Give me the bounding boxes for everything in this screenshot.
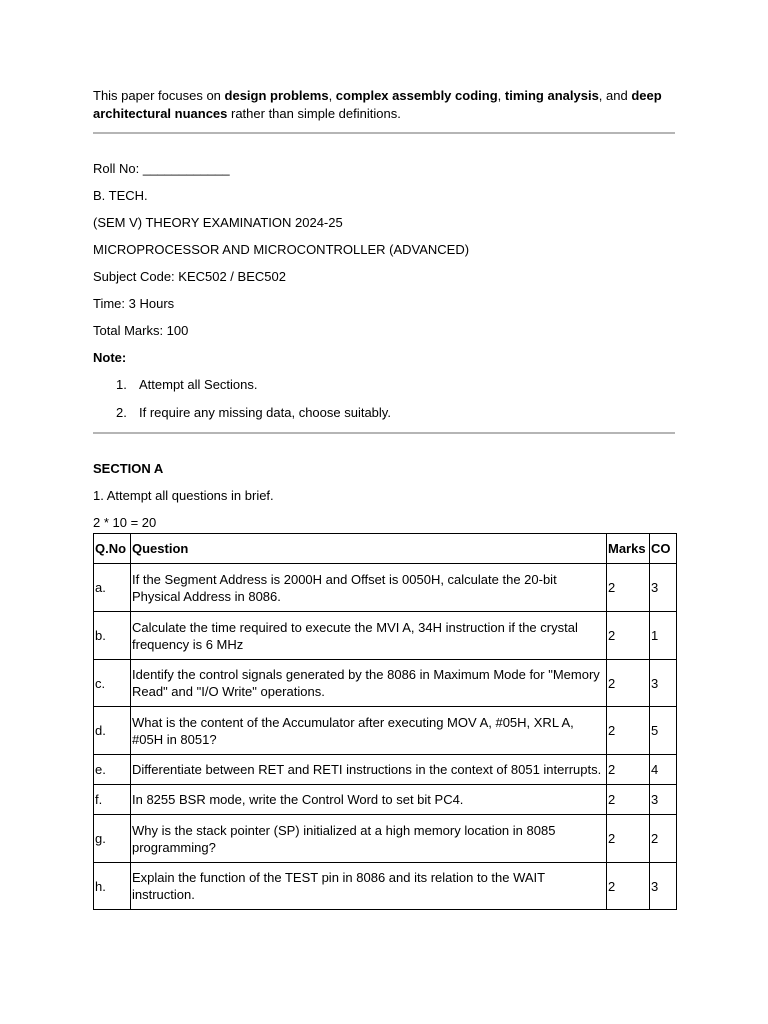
question-number: c. — [94, 660, 131, 707]
question-co: 4 — [650, 755, 677, 785]
note-label: Note: — [93, 350, 127, 365]
question-text: Why is the stack pointer (SP) initialized at a high memory location in 8085 programming? — [131, 815, 607, 863]
question-number: d. — [94, 707, 131, 755]
exam-time: Time: 3 Hours — [93, 296, 175, 311]
question-marks: 2 — [607, 612, 650, 660]
table-row — [94, 785, 677, 815]
table-row — [94, 755, 677, 785]
question-number: g. — [94, 815, 131, 863]
exam-title: (SEM V) THEORY EXAMINATION 2024-25 — [93, 215, 343, 230]
note-list — [93, 376, 675, 421]
total-marks: Total Marks: 100 — [93, 323, 189, 338]
question-co: 2 — [650, 815, 677, 863]
column-header-marks: Marks — [607, 534, 650, 564]
table-row — [94, 612, 677, 660]
note-text: Attempt all Sections. — [139, 377, 258, 392]
intro-text: rather than simple definitions. — [227, 105, 401, 121]
question-text: What is the content of the Accumulator after executing MOV A, #05H, XRL A, #05H in 8051? — [131, 707, 607, 755]
table-row — [94, 660, 677, 707]
table-row — [94, 863, 677, 910]
intro-text: This paper focuses on — [93, 88, 225, 103]
question-number: f. — [94, 785, 131, 815]
question-marks: 2 — [607, 707, 650, 755]
divider — [93, 432, 675, 434]
question-text: If the Segment Address is 2000H and Offset is 0050H, calculate the 20-bit Physical Address in 8086. — [131, 564, 607, 612]
question-marks: 2 — [607, 660, 650, 707]
note-number: 1. — [116, 377, 127, 392]
question-co: 5 — [650, 707, 677, 755]
section-marks-formula: 2 * 10 = 20 — [93, 515, 157, 530]
question-co: 3 — [650, 863, 677, 910]
intro-emphasis: design problems — [224, 88, 329, 103]
question-text: Calculate the time required to execute the MVI A, 34H instruction if the crystal frequency is 6 MHz — [131, 612, 607, 660]
question-marks: 2 — [607, 755, 650, 785]
questions-table — [93, 533, 677, 910]
table-row — [94, 564, 677, 612]
question-co: 1 — [650, 612, 677, 660]
intro-paragraph — [93, 87, 675, 122]
intro-emphasis: timing analysis — [504, 88, 599, 103]
question-number: h. — [94, 863, 131, 910]
note-number: 2. — [116, 405, 127, 420]
degree: B. TECH. — [93, 188, 148, 203]
question-text: In 8255 BSR mode, write the Control Word to set bit PC4. — [131, 785, 607, 815]
question-number: b. — [94, 612, 131, 660]
question-text: Explain the function of the TEST pin in 8086 and its relation to the WAIT instruction. — [131, 863, 607, 910]
question-co: 3 — [650, 660, 677, 707]
section-instruction: 1. Attempt all questions in brief. — [93, 488, 274, 503]
section-title: SECTION A — [93, 461, 164, 476]
intro-emphasis: deep architectural nuances — [93, 88, 662, 121]
divider — [93, 132, 675, 134]
subject-title: MICROPROCESSOR AND MICROCONTROLLER (ADVANCED) — [93, 242, 470, 257]
question-marks: 2 — [607, 863, 650, 910]
question-co: 3 — [650, 785, 677, 815]
intro-text: , — [328, 88, 336, 103]
question-co: 3 — [650, 564, 677, 612]
note-item — [93, 376, 675, 393]
subject-code: Subject Code: KEC502 / BEC502 — [93, 269, 286, 284]
note-text: If require any missing data, choose suitably. — [139, 405, 391, 420]
intro-emphasis: complex assembly coding — [335, 88, 498, 103]
question-number: e. — [94, 755, 131, 785]
column-header-co: CO — [650, 534, 677, 564]
roll-number: Roll No: ____________ — [93, 161, 230, 176]
question-marks: 2 — [607, 785, 650, 815]
question-text: Differentiate between RET and RETI instructions in the context of 8051 interrupts. — [131, 755, 607, 785]
page-content — [93, 87, 675, 910]
intro-text: , — [497, 88, 505, 103]
column-header-qno: Q.No — [94, 534, 131, 564]
question-marks: 2 — [607, 564, 650, 612]
intro-text: , and — [598, 88, 632, 103]
table-header-row — [94, 534, 677, 564]
question-text: Identify the control signals generated by the 8086 in Maximum Mode for "Memory Read" and "I/O Write" operations. — [131, 660, 607, 707]
column-header-question: Question — [131, 534, 607, 564]
question-number: a. — [94, 564, 131, 612]
table-row — [94, 815, 677, 863]
note-item — [93, 404, 675, 421]
table-row — [94, 707, 677, 755]
question-marks: 2 — [607, 815, 650, 863]
